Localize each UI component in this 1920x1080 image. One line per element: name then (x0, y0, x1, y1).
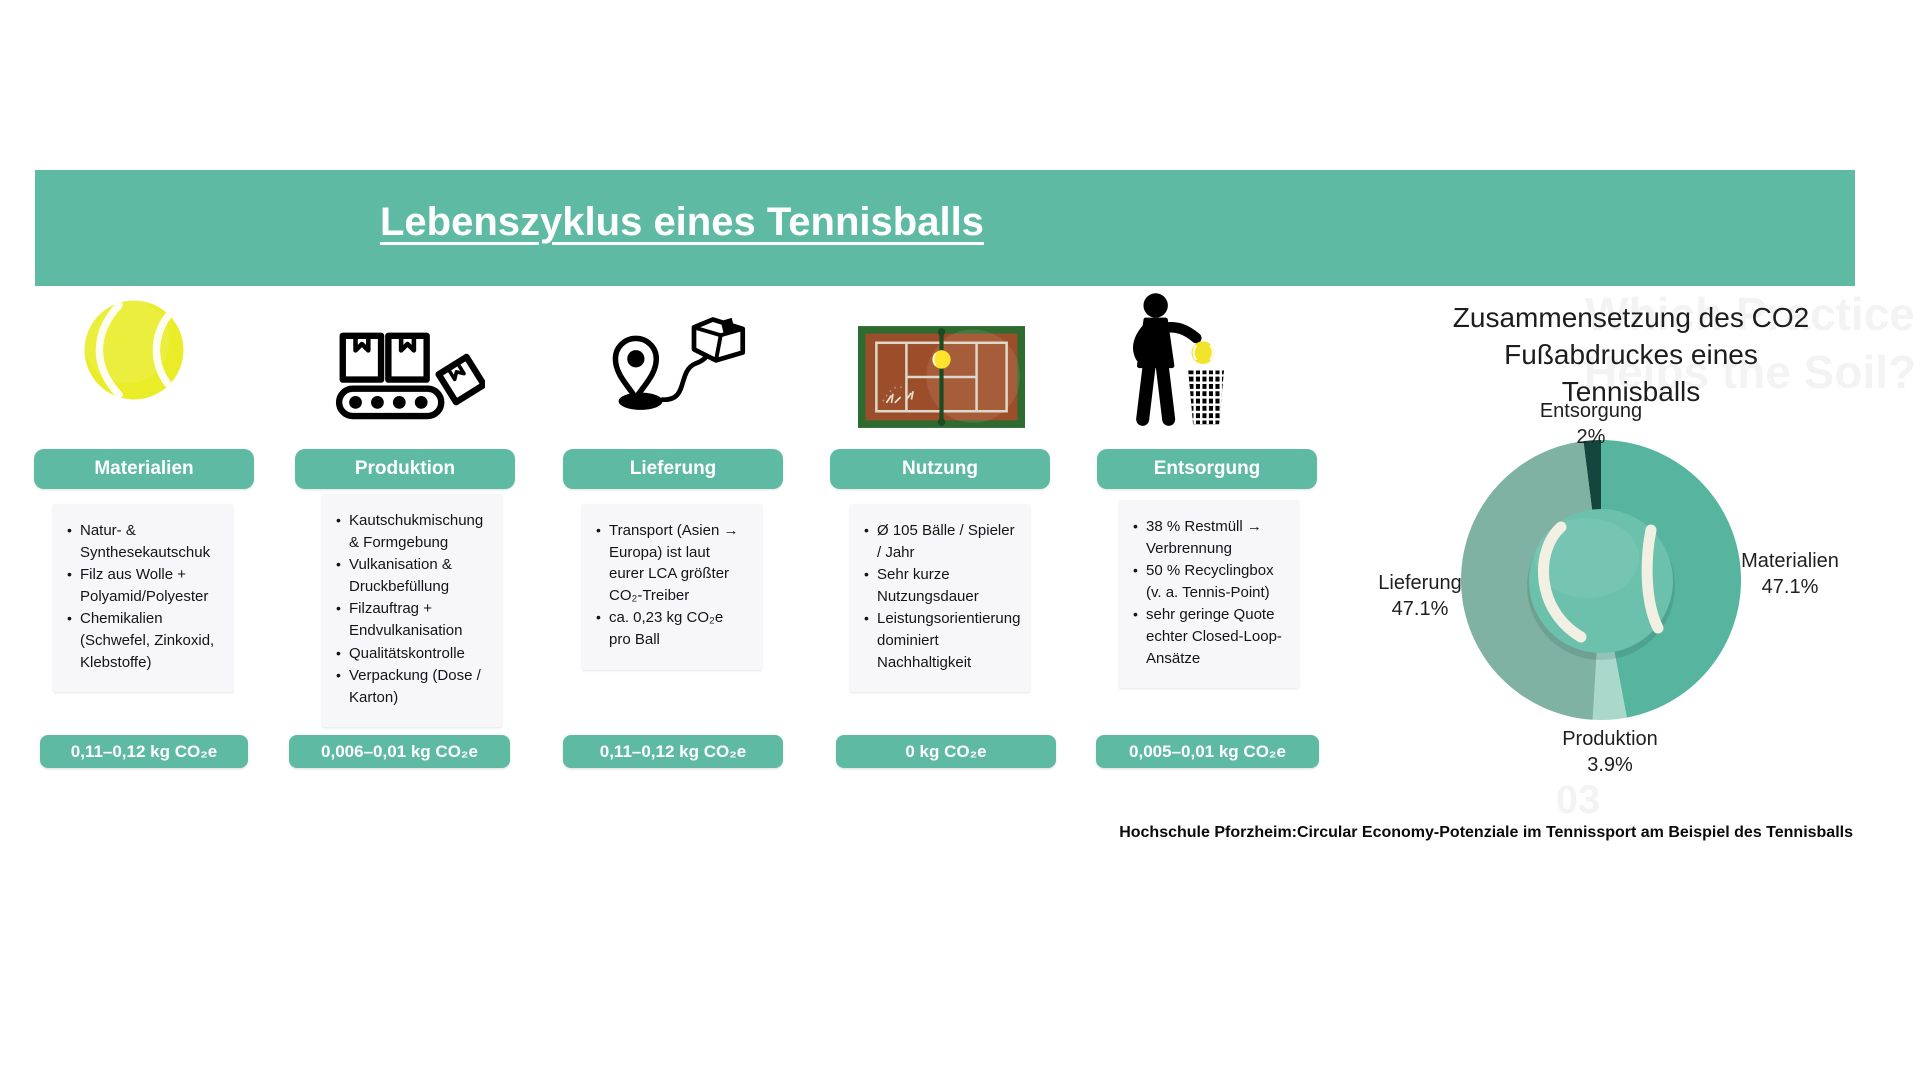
stage-card-materialien (53, 504, 233, 692)
pie-label-percent: 3.9% (1587, 754, 1633, 776)
stage-header-lieferung (563, 449, 783, 489)
tennis-court-icon (858, 326, 1025, 428)
pie-label-entsorgung (1491, 398, 1691, 450)
source-citation: Hochschule Pforzheim:Circular Economy-Potenziale im Tennissport am Beispiel des Tennisballs (1119, 824, 1853, 841)
stage-bullet-list (596, 520, 748, 651)
bullet-item: • sehr geringe Quote echter Closed-Loop-Ansätze (1133, 604, 1285, 669)
pie-label-percent: 2% (1576, 426, 1606, 448)
co2-value-produktion (289, 735, 510, 768)
pie-label-lieferung (1330, 570, 1510, 622)
parcel-box (694, 318, 743, 360)
background-watermark-page-number (1548, 775, 1608, 825)
bullet-item: • 38 % Restmüll → Verbrennung (1133, 516, 1285, 559)
ball-on-net (932, 350, 950, 368)
stage-header-materialien (34, 449, 254, 489)
falling-box (439, 357, 484, 402)
pie-label-produktion (1520, 726, 1700, 778)
co2-value-label: 0 kg CO₂e (905, 741, 987, 761)
co2-value-nutzung (836, 735, 1056, 768)
stage-header-label: Entsorgung (1153, 458, 1261, 479)
stage-header-entsorgung (1097, 449, 1317, 489)
stage-card-produktion (322, 494, 502, 727)
stage-header-label: Materialien (94, 458, 194, 479)
bullet-item: • 50 % Recyclingbox (v. a. Tennis-Point) (1133, 560, 1285, 603)
tennis-ball-center-decoration (1527, 509, 1675, 660)
pie-label-name: Entsorgung (1539, 400, 1643, 422)
stage-header-produktion (295, 449, 515, 489)
pie-label-materialien (1700, 548, 1880, 600)
bullet-item: • ca. 0,23 kg CO₂e pro Ball (596, 607, 748, 650)
stage-header-label: Lieferung (629, 458, 717, 479)
stage-bullet-list (336, 510, 488, 708)
production-conveyor-icon (330, 308, 485, 432)
bullet-item: • Kautschukmischung & Formgebung (336, 510, 488, 553)
pie-label-percent: 47.1% (1391, 598, 1449, 620)
disposal-person-icon (1115, 290, 1237, 434)
co2-value-label: 0,11–0,12 kg CO₂e (599, 741, 747, 761)
stage-card-lieferung (582, 504, 762, 670)
stage-card-nutzung (850, 504, 1030, 692)
person-pictogram (1138, 293, 1196, 419)
co2-value-entsorgung (1096, 735, 1319, 768)
stage-header-nutzung (830, 449, 1050, 489)
stage-bullet-list (1133, 516, 1285, 669)
stage-bullet-list (864, 520, 1021, 673)
bullet-item: • Natur- & Synthesekautschuk (67, 520, 219, 563)
location-pin (615, 338, 656, 398)
title-banner (35, 170, 1855, 286)
stage-header-label: Produktion (354, 458, 456, 479)
tennis-ball-dropped (1191, 341, 1214, 364)
bullet-item: • Qualitätskontrolle (336, 643, 488, 665)
bullet-item: • Filzauftrag + Endvulkanisation (336, 598, 488, 641)
bullet-item: • Ø 105 Bälle / Spieler / Jahr (864, 520, 1016, 563)
stage-bullet-list (67, 520, 219, 673)
bullet-item: • Filz aus Wolle + Polyamid/Polyester (67, 564, 219, 607)
co2-value-label: 0,006–0,01 kg CO₂e (321, 741, 478, 761)
bullet-item: • Sehr kurze Nutzungsdauer (864, 564, 1016, 607)
co2-value-label: 0,11–0,12 kg CO₂e (70, 741, 218, 761)
co2-value-materialien (40, 735, 248, 768)
stage-card-entsorgung (1119, 500, 1299, 688)
bullet-item: • Chemikalien (Schwefel, Zinkoxid, Klebstoffe) (67, 608, 219, 673)
page-title: Lebenszyklus eines Tennisballs (380, 200, 984, 244)
pie-label-name: Materialien (1741, 550, 1839, 572)
trash-basket (1187, 367, 1226, 427)
co2-value-lieferung (563, 735, 783, 768)
co2-value-label: 0,005–0,01 kg CO₂e (1129, 741, 1286, 761)
delivery-route-icon (595, 303, 760, 435)
tennis-ball-icon (78, 294, 190, 406)
bullet-item: • Leistungsorientierung dominiert Nachhaltigkeit (864, 608, 1016, 673)
bullet-item: • Transport (Asien → Europa) ist laut eurer LCA größter CO₂-Treiber (596, 520, 748, 606)
pie-label-percent: 47.1% (1761, 576, 1819, 598)
pie-label-name: Produktion (1562, 728, 1658, 750)
pie-chart-title: Zusammensetzung des CO2 Fußabdruckes eines Tennisballs (1452, 302, 1810, 407)
pie-label-name: Lieferung (1378, 572, 1462, 594)
stage-header-label: Nutzung (902, 458, 978, 479)
bullet-item: • Vulkanisation & Druckbefüllung (336, 554, 488, 597)
bullet-item: • Verpackung (Dose / Karton) (336, 665, 488, 708)
